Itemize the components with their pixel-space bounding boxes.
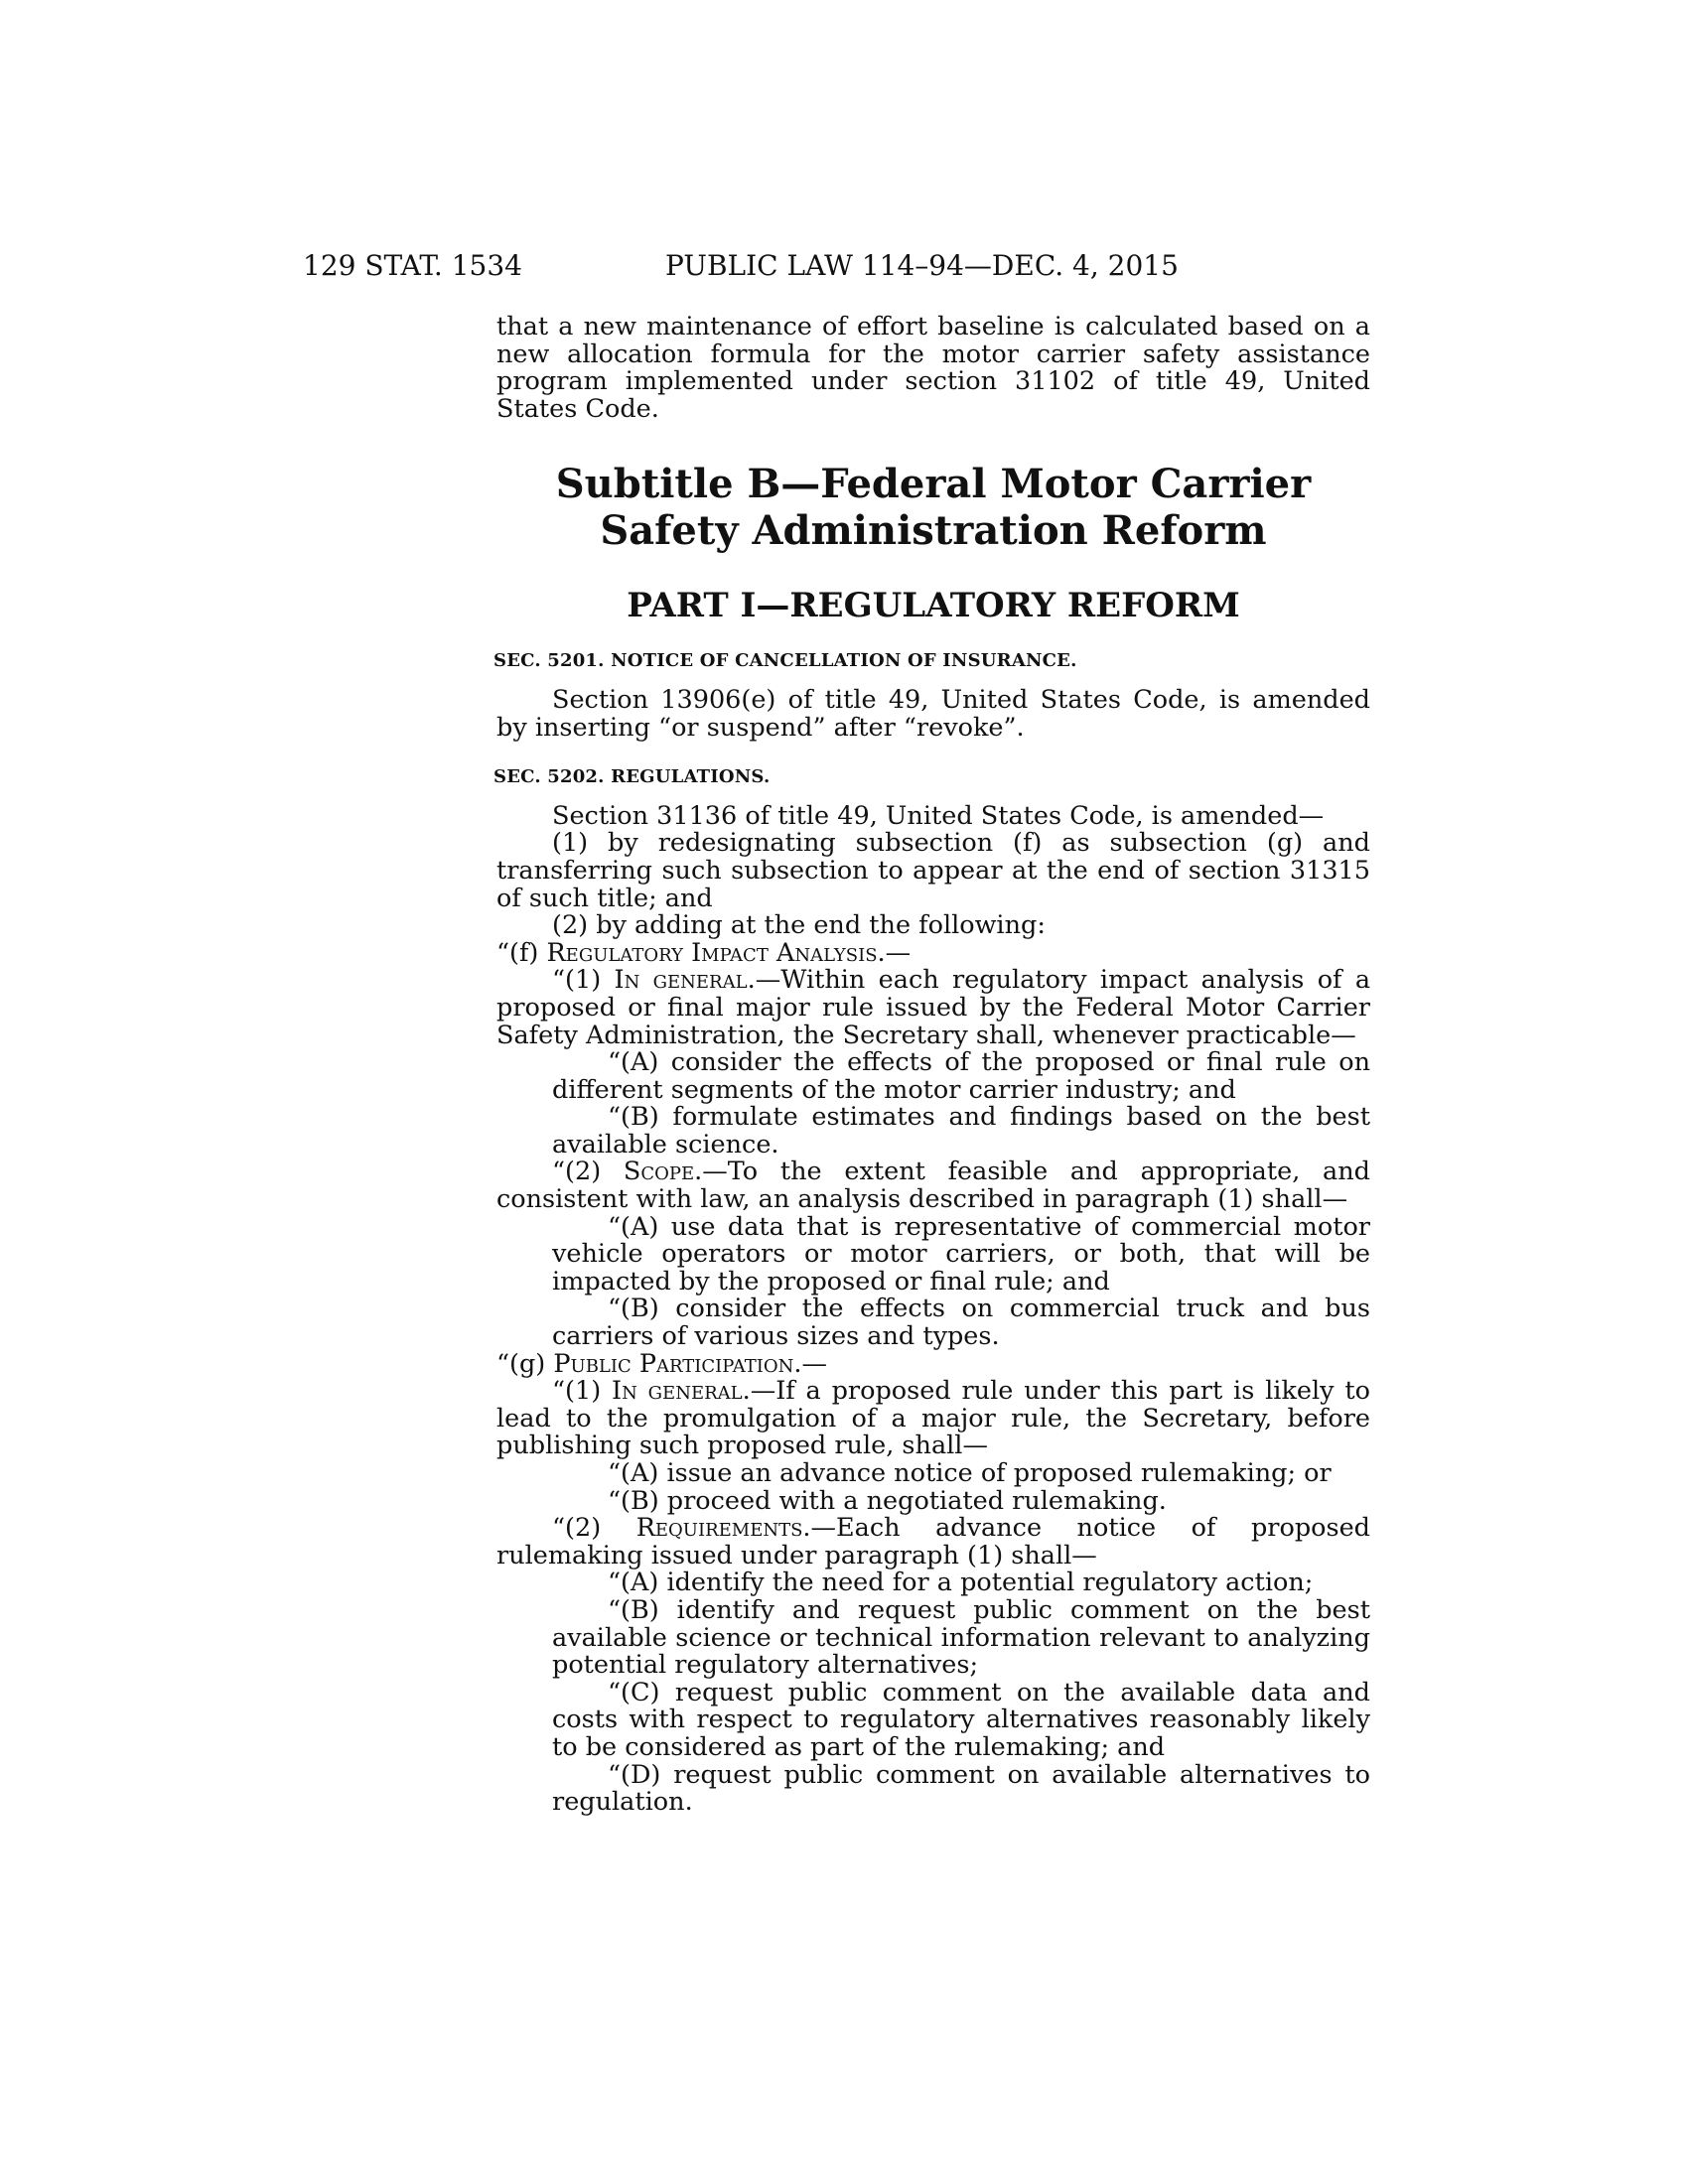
subsection-f-heading (496, 937, 1370, 968)
sec-5201-text: Section 13906(e) of title 49, United States Code, is amended by inserting “or suspend” after “revoke”. (496, 684, 1370, 743)
subsection-f-title: Regulatory Impact Analysis.— (546, 937, 912, 968)
f1-subparagraph-a: “(A) consider the effects of the proposed or final rule on different segments of the motor carrier industry; and (552, 1047, 1370, 1105)
intro-continuation-paragraph: that a new maintenance of effort baseline is calculated based on a new allocation formula for the motor carrier safety assistance program implemented under section 31102 of title 49, United States Code. (496, 312, 1370, 424)
g1-text: —If a proposed rule under this part is likely to lead to the promulgation of a major rule, the Secretary, before publishing such proposed rule, shall— (496, 1376, 1370, 1461)
f1-heading: In general. (614, 965, 756, 996)
paragraph-g1 (496, 1378, 1370, 1460)
running-header (303, 248, 1211, 284)
f2-heading: Scope. (623, 1157, 703, 1187)
part-heading: PART I—REGULATORY REFORM (627, 586, 1240, 626)
public-law-reference: PUBLIC LAW 114–94—DEC. 4, 2015 (665, 249, 1179, 282)
paragraph-f2 (496, 1159, 1370, 1213)
subsection-g-title: Public Participation.— (553, 1348, 827, 1379)
subtitle-heading: Subtitle B—Federal Motor Carrier Safety Administration Reform (555, 461, 1312, 555)
f2-prefix: “(2) (552, 1157, 624, 1187)
g1-heading: In general. (612, 1376, 751, 1407)
f2-subparagraph-b: “(B) consider the effects on commercial truck and bus carriers of various sizes and types. (552, 1294, 1370, 1352)
stat-reference: 129 STAT. 1534 (303, 249, 522, 282)
g1-prefix: “(1) (552, 1376, 613, 1407)
g1-subparagraph-b: “(B) proceed with a negotiated rulemaking. (608, 1485, 1167, 1516)
sec-5202-item-2: (2) by adding at the end the following: (552, 910, 1046, 941)
g1-subparagraph-a: “(A) issue an advance notice of proposed rulemaking; or (608, 1458, 1332, 1488)
f1-text: —Within each regulatory impact analysis of a proposed or final major rule issued by the Federal Motor Carrier Safety Administration, the Secretary shall, whenever practicable— (496, 965, 1371, 1050)
g2-subparagraph-b: “(B) identify and request public comment on the best available science or technical information relevant to analyzing potential regulatory alternatives; (552, 1594, 1370, 1681)
sec-5202-item-1: (1) by redesignating subsection (f) as subsection (g) and transferring such subsection to appear at the end of section 31315 of such title; and (496, 828, 1370, 913)
g2-subparagraph-d: “(D) request public comment on available alternatives to regulation. (552, 1759, 1370, 1818)
subsection-g-heading (496, 1348, 1370, 1379)
g2-prefix: “(2) (552, 1513, 636, 1544)
f1-prefix: “(1) (552, 965, 615, 996)
sec-5201-heading: SEC. 5201. NOTICE OF CANCELLATION OF INSURANCE. (493, 650, 1077, 672)
paragraph-g2 (496, 1515, 1370, 1570)
sec-5202-intro: Section 31136 of title 49, United States Code, is amended— (552, 800, 1325, 831)
g2-heading: Requirements. (635, 1513, 811, 1544)
subsection-f-prefix: “(f) (496, 937, 547, 968)
document-body (493, 312, 1371, 1818)
paragraph-f1 (496, 967, 1370, 1049)
g2-text: —Each advance notice of proposed rulemaking issued under paragraph (1) shall— (496, 1513, 1371, 1570)
g2-subparagraph-a: “(A) identify the need for a potential regulatory action; (608, 1568, 1314, 1598)
sec-5202-heading: SEC. 5202. REGULATIONS. (493, 766, 771, 788)
g2-subparagraph-c: “(C) request public comment on the available data and costs with respect to regulatory alternatives reasonably likely to be considered as part of the rulemaking; and (552, 1677, 1370, 1762)
subsection-g-prefix: “(g) (496, 1348, 554, 1379)
f1-subparagraph-b: “(B) formulate estimates and findings based on the best available science. (552, 1102, 1370, 1160)
f2-text: —To the extent feasible and appropriate, and consistent with law, an analysis described in paragraph (1) shall— (496, 1157, 1371, 1215)
f2-subparagraph-a: “(A) use data that is representative of commercial motor vehicle operators or motor carriers, or both, that will be impacted by the proposed or final rule; and (552, 1211, 1370, 1297)
